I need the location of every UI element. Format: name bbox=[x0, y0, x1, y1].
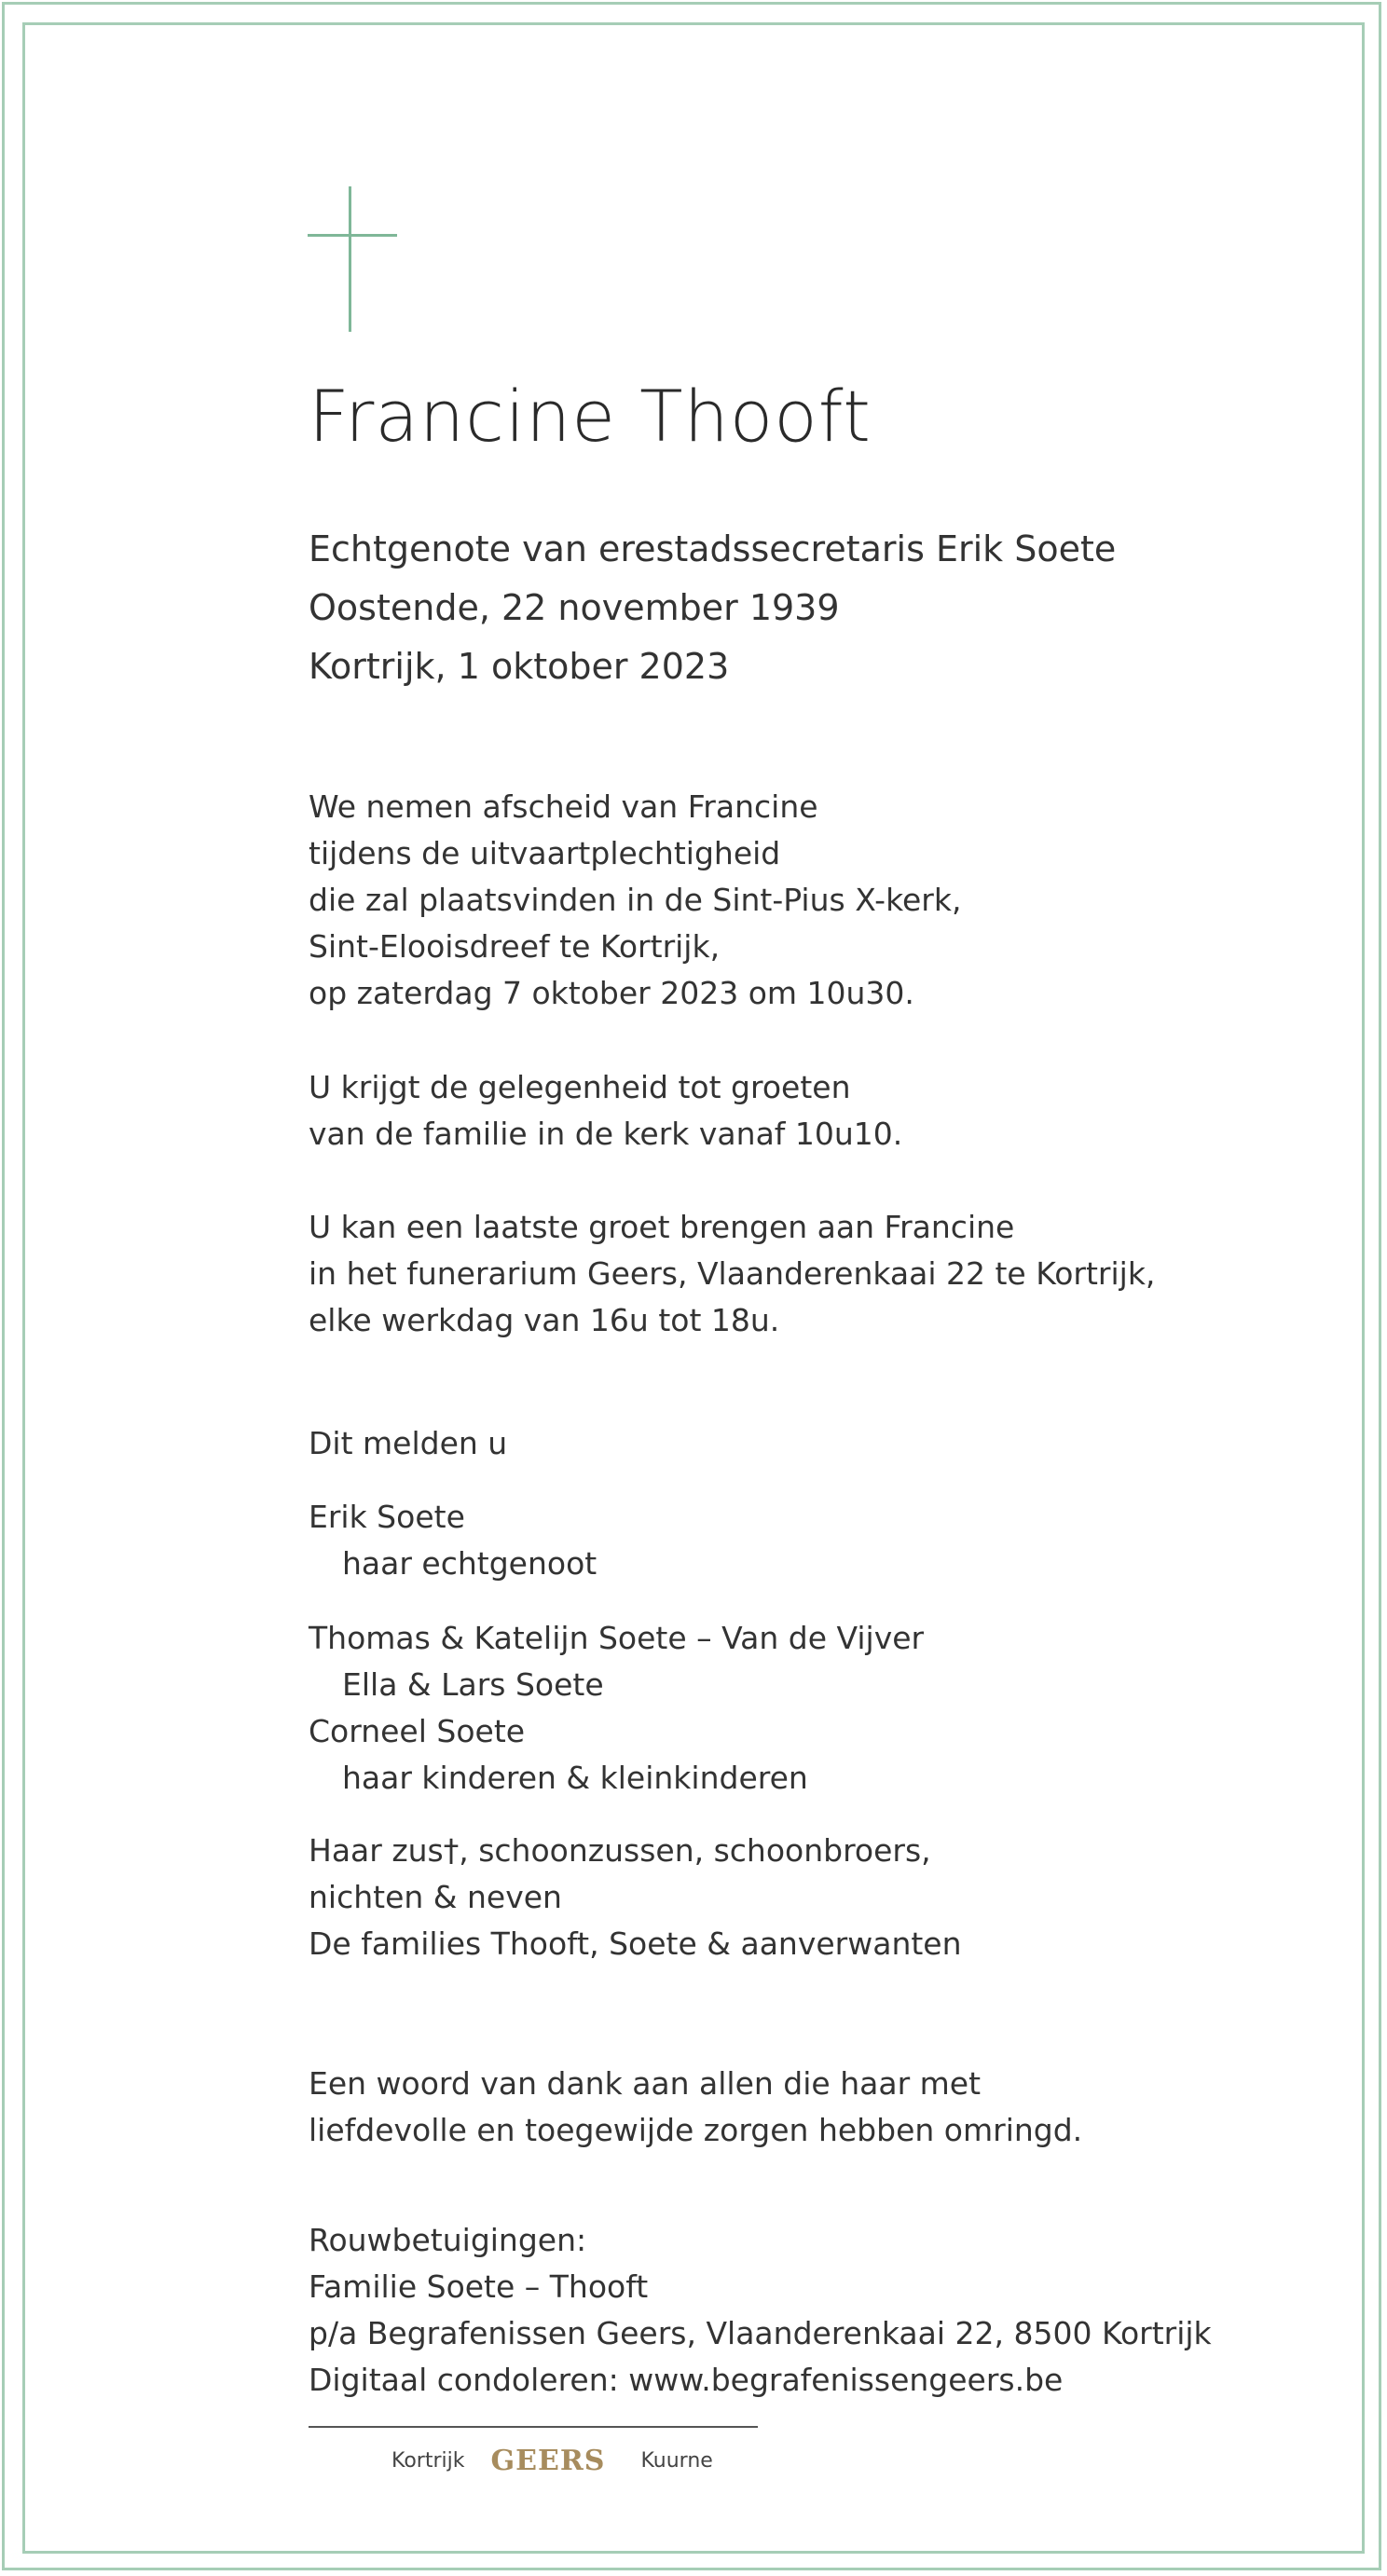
child-name: Thomas & Katelijn Soete – Van de Vijver bbox=[309, 1620, 925, 1656]
children-block bbox=[309, 1615, 924, 1802]
relatives-line: Haar zus†, schoonzussen, schoonbroers, bbox=[309, 1832, 931, 1869]
geers-logo: GEERS bbox=[490, 2444, 606, 2477]
child-name: Corneel Soete bbox=[309, 1713, 526, 1749]
children-role: haar kinderen & kleinkinderen bbox=[342, 1760, 808, 1796]
footer-city-right: Kuurne bbox=[640, 2448, 713, 2473]
greeting-line: U krijgt de gelegenheid tot groeten bbox=[309, 1069, 851, 1105]
announce-line: Dit melden u bbox=[309, 1425, 508, 1461]
condolences-block bbox=[309, 2217, 1212, 2404]
spouse-name: Erik Soete bbox=[309, 1499, 465, 1535]
condolences-link[interactable]: Digitaal condoleren: www.begrafenissengeers.be bbox=[309, 2362, 1064, 2398]
thanks-line: liefdevolle en toegewijde zorgen hebben omringd. bbox=[309, 2112, 1083, 2148]
condolences-line: p/a Begrafenissen Geers, Vlaanderenkaai 22, 8500 Kortrijk bbox=[309, 2315, 1212, 2351]
relatives-block bbox=[309, 1828, 962, 1967]
spouse-role: haar echtgenoot bbox=[342, 1545, 597, 1582]
visitation-line: U kan een laatste groet brengen aan Francine bbox=[309, 1209, 1015, 1245]
thanks-line: Een woord van dank aan allen die haar met bbox=[309, 2065, 982, 2102]
ceremony-line: op zaterdag 7 oktober 2023 om 10u30. bbox=[309, 975, 914, 1011]
grandchildren-names: Ella & Lars Soete bbox=[342, 1666, 604, 1703]
subtitle-block bbox=[309, 520, 1116, 696]
visitation-line: in het funerarium Geers, Vlaanderenkaai 22 te Kortrijk, bbox=[309, 1255, 1156, 1292]
birth-line: Oostende, 22 november 1939 bbox=[309, 587, 840, 628]
footer bbox=[391, 2442, 713, 2479]
visitation-block bbox=[309, 1204, 1155, 1344]
condolences-heading: Rouwbetuigingen: bbox=[309, 2222, 587, 2258]
relatives-line: nichten & neven bbox=[309, 1879, 562, 1915]
greeting-block bbox=[309, 1064, 902, 1158]
ceremony-line: Sint-Elooisdreef te Kortrijk, bbox=[309, 928, 721, 965]
thanks-block bbox=[309, 2061, 1082, 2154]
ceremony-line: tijdens de uitvaartplechtigheid bbox=[309, 835, 781, 871]
ceremony-line: die zal plaatsvinden in de Sint-Pius X-kerk, bbox=[309, 882, 962, 918]
ceremony-line: We nemen afscheid van Francine bbox=[309, 788, 818, 825]
condolences-line: Familie Soete – Thooft bbox=[309, 2268, 649, 2305]
greeting-line: van de familie in de kerk vanaf 10u10. bbox=[309, 1116, 903, 1152]
footer-divider bbox=[309, 2426, 758, 2428]
ceremony-block bbox=[309, 784, 961, 1017]
spouse-block bbox=[309, 1494, 597, 1587]
deceased-name: Francine Thooft bbox=[309, 375, 872, 458]
cross-icon bbox=[308, 186, 397, 332]
footer-city-left: Kortrijk bbox=[391, 2448, 465, 2473]
death-line: Kortrijk, 1 oktober 2023 bbox=[309, 646, 730, 687]
relatives-line: De families Thooft, Soete & aanverwanten bbox=[309, 1925, 962, 1962]
visitation-line: elke werkdag van 16u tot 18u. bbox=[309, 1302, 780, 1338]
spouse-line: Echtgenote van erestadssecretaris Erik Soete bbox=[309, 528, 1117, 569]
